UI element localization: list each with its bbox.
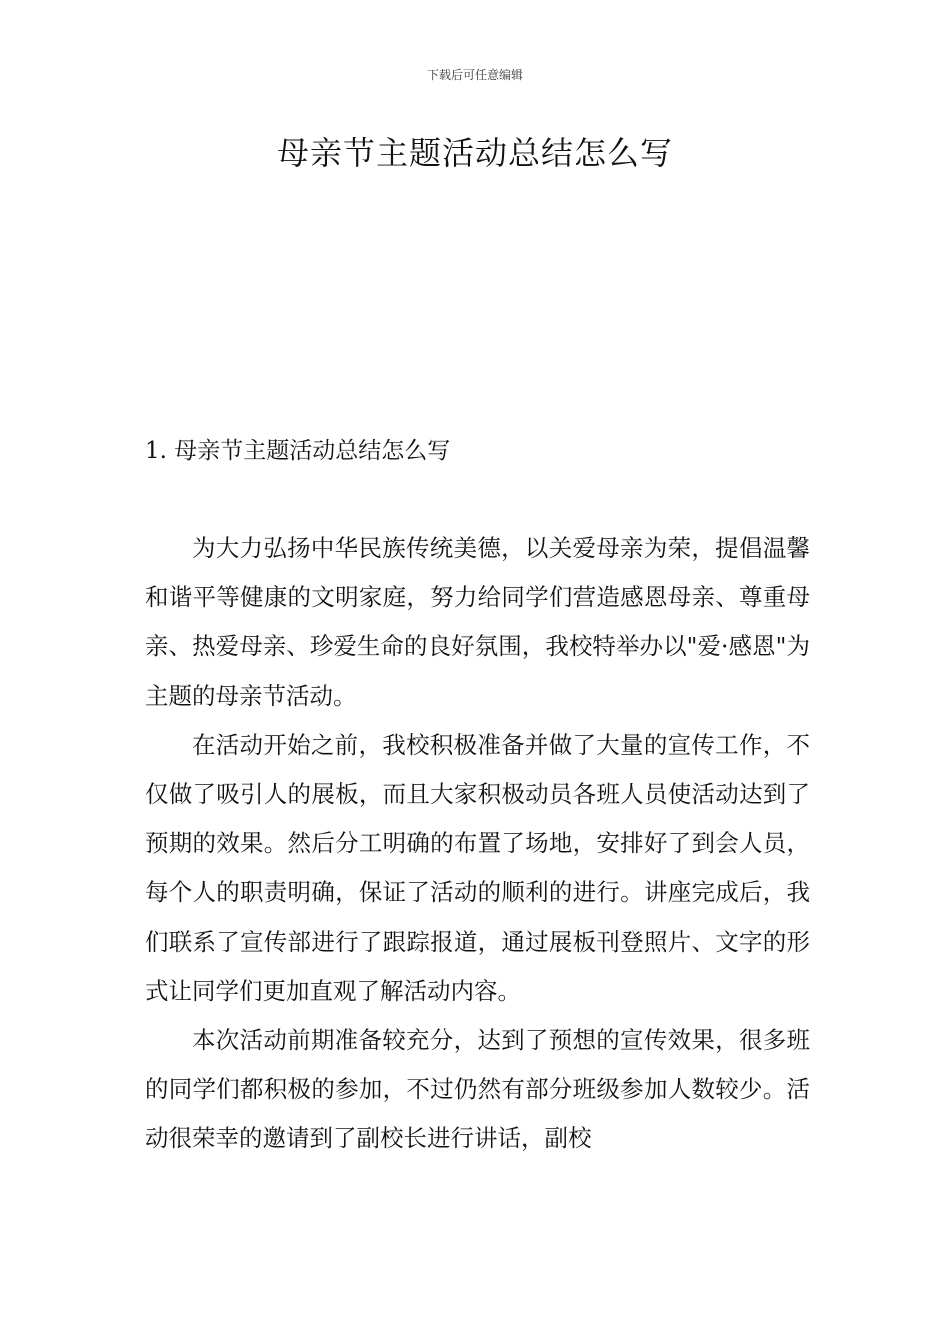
- section-heading: 1. 母亲节主题活动总结怎么写: [145, 438, 451, 464]
- header-note: 下载后可任意编辑: [426, 68, 523, 82]
- document-title: 母亲节主题活动总结怎么写: [276, 134, 673, 172]
- body-text: [145, 524, 810, 1164]
- paragraph: 为大力弘扬中华民族传统美德，以关爱母亲为荣，提倡温馨和谐平等健康的文明家庭，努力给同学们营造感恩母亲、尊重母亲、热爱母亲、珍爱生命的良好氛围，我校特举办以"爱·感恩"为主题的母亲节活动。: [145, 534, 810, 710]
- paragraph: 在活动开始之前，我校积极准备并做了大量的宣传工作，不仅做了吸引人的展板，而且大家积极动员各班人员使活动达到了预期的效果。然后分工明确的布置了场地，安排好了到会人员，每个人的职责明确，保证了活动的顺利的进行。讲座完成后，我们联系了宣传部进行了跟踪报道，通过展板刊登照片、文字的形式让同学们更加直观了解活动内容。: [145, 730, 810, 1005]
- paragraph: 本次活动前期准备较充分，达到了预想的宣传效果，很多班的同学们都积极的参加，不过仍然有部分班级参加人数较少。活动很荣幸的邀请到了副校长进行讲话，副校: [145, 1026, 810, 1153]
